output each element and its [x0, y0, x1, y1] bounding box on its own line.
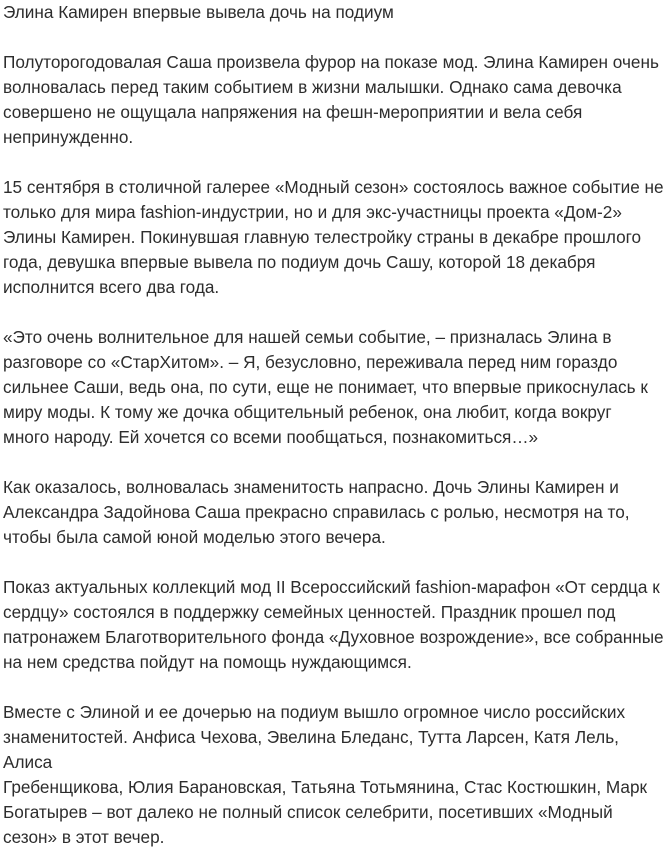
text-line: «Это очень волнительное для нашей семьи событие, – призналась Элина в: [3, 327, 612, 347]
paragraph-gap: [3, 300, 667, 325]
text-line: Богатырев – вот далеко не полный список селебрити, посетивших «Модный: [3, 802, 613, 822]
text-line: сезон» в этот вечер.: [3, 827, 165, 847]
paragraph-quote: [3, 325, 667, 450]
text-line: на нем средства пойдут на помощь нуждающимся.: [3, 652, 412, 672]
text-line: совершено не ощущала напряжения на фешн-мероприятии и вела себя: [3, 102, 583, 122]
text-line: Элины Камирен. Покинувшая главную телестройку страны в декабре прошлого: [3, 227, 642, 247]
text-line: сильнее Саши, ведь она, по сути, еще не понимает, что впервые прикоснулась к: [3, 377, 648, 397]
text-line: чтобы была самой юной моделью этого вечера.: [3, 527, 386, 547]
text-line: много народу. Ей хочется со всеми пообщаться, познакомиться…»: [3, 427, 539, 447]
text-line: разговоре со «СтарХитом». – Я, безусловно, переживала перед ним гораздо: [3, 352, 618, 372]
text-line: Александра Задойнова Саша прекрасно справилась с ролью, несмотря на то,: [3, 502, 630, 522]
paragraph-gap: [3, 550, 667, 575]
text-line: Полуторогодовалая Саша произвела фурор на показе мод. Элина Камирен очень: [3, 52, 659, 72]
paragraph-intro: [3, 50, 667, 150]
text-line: сердцу» состоялся в поддержку семейных ценностей. Праздник прошел под: [3, 602, 616, 622]
paragraph-gap: [3, 25, 667, 50]
text-line: миру моды. К тому же дочка общительный ребенок, она любит, когда вокруг: [3, 402, 612, 422]
paragraph-show: [3, 575, 667, 675]
text-line: непринужденно.: [3, 127, 134, 147]
text-line: Как оказалось, волновалась знаменитость напрасно. Дочь Элины Камирен и: [3, 477, 619, 497]
paragraph-gap: [3, 675, 667, 700]
paragraph-outcome: [3, 475, 667, 550]
text-line: патронажем Благотворительного фонда «Духовное возрождение», все собранные: [3, 627, 664, 647]
text-line: года, девушка впервые вывела по подиум дочь Сашу, которой 18 декабря: [3, 252, 596, 272]
text-line: Гребенщикова, Юлия Барановская, Татьяна Тотьмянина, Стас Костюшкин, Марк: [3, 777, 648, 797]
text-line: волновалась перед таким событием в жизни малышки. Однако сама девочка: [3, 77, 622, 97]
text-line: только для мира fashion-индустрии, но и для экс-участницы проекта «Дом-2»: [3, 202, 622, 222]
paragraph-gap: [3, 450, 667, 475]
text-line: исполнится всего два года.: [3, 277, 220, 297]
paragraph-celebrities: [3, 700, 667, 850]
text-line: Показ актуальных коллекций мод II Всероссийский fashion-марафон «От сердца к: [3, 577, 660, 597]
paragraph-gap: [3, 150, 667, 175]
text-line: Вместе с Элиной и ее дочерью на подиум вышло огромное число российских: [3, 702, 626, 722]
article: [3, 0, 667, 850]
paragraph-event: [3, 175, 667, 300]
text-line: знаменитостей. Анфиса Чехова, Эвелина Бледанс, Тутта Ларсен, Катя Лель, Алиса: [3, 727, 619, 772]
text-line: 15 сентября в столичной галерее «Модный сезон» состоялось важное событие не: [3, 177, 664, 197]
article-title: Элина Камирен впервые вывела дочь на подиум: [3, 2, 394, 22]
